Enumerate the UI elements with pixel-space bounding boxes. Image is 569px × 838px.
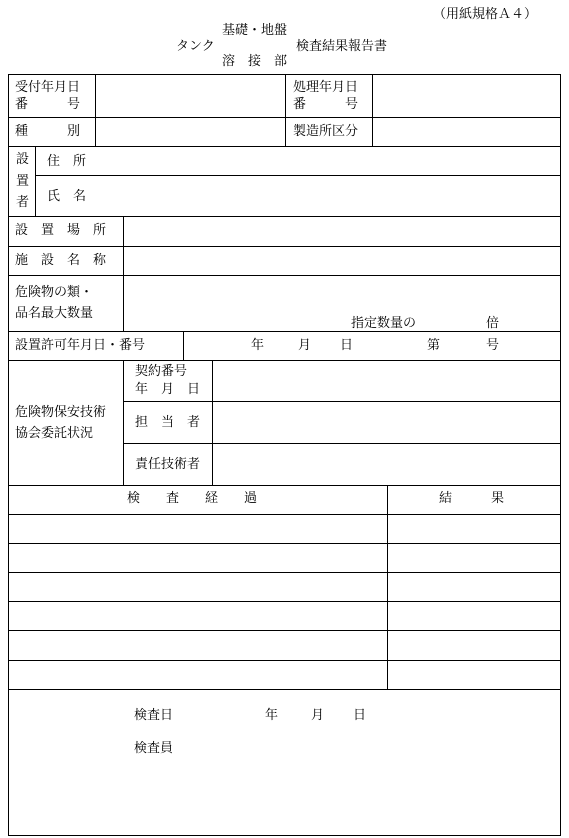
- name-field[interactable]: [96, 176, 560, 216]
- type-label: 種 別: [15, 124, 81, 139]
- association-label-1: 危険物保安技術: [15, 405, 107, 420]
- inspector-label: 検査員: [134, 741, 174, 756]
- inspection-progress-row-4[interactable]: [9, 602, 387, 630]
- permit-label: 設置許可年月日・番号: [15, 338, 146, 353]
- title-prefix: タンク: [176, 39, 215, 54]
- received-no-label: 番 号: [15, 97, 81, 112]
- paper-size-note: （用紙規格Ａ４）: [433, 7, 538, 22]
- person-label: 担 当 者: [135, 415, 201, 430]
- result-row-5[interactable]: [388, 631, 560, 660]
- engineer-field[interactable]: [213, 444, 560, 485]
- inspection-day: 日: [353, 708, 367, 723]
- result-row-6[interactable]: [388, 661, 560, 689]
- inspection-progress-row-3[interactable]: [9, 573, 387, 601]
- contract-field[interactable]: [213, 361, 560, 401]
- installer-label-2: 置: [16, 174, 30, 189]
- contract-label-1: 契約番号: [135, 364, 188, 379]
- processed-no-label: 番 号: [293, 97, 359, 112]
- title-line2: 溶 接 部: [222, 54, 288, 69]
- inspection-date-label: 検査日: [134, 708, 174, 723]
- processed-date-label: 処理年月日: [293, 80, 359, 95]
- processed-date-field[interactable]: [373, 75, 560, 117]
- inspection-progress-row-2[interactable]: [9, 544, 387, 572]
- title-suffix: 検査結果報告書: [296, 39, 388, 54]
- inspection-report-form: [8, 74, 561, 836]
- factory-class-label: 製造所区分: [293, 124, 359, 139]
- facility-name-field[interactable]: [124, 247, 560, 275]
- inspection-date-field[interactable]: [189, 703, 389, 727]
- address-label: 住 所: [47, 154, 87, 169]
- type-field[interactable]: [96, 118, 285, 146]
- person-field[interactable]: [213, 402, 560, 443]
- inspection-year: 年: [265, 708, 279, 723]
- inspection-progress-row-6[interactable]: [9, 661, 387, 689]
- installer-label-1: 設: [16, 152, 30, 167]
- result-row-3[interactable]: [388, 573, 560, 601]
- received-date-label: 受付年月日: [15, 80, 81, 95]
- designated-qty-label: 指定数量の: [351, 316, 417, 331]
- result-row-1[interactable]: [388, 515, 560, 543]
- location-label: 設 置 場 所: [15, 223, 107, 238]
- permit-go: 号: [486, 338, 500, 353]
- address-field[interactable]: [96, 147, 560, 175]
- inspection-progress-header: 検 査 経 過: [127, 491, 258, 506]
- result-header: 結 果: [439, 491, 505, 506]
- inspector-field[interactable]: [189, 735, 389, 759]
- permit-day: 日: [340, 338, 354, 353]
- result-row-2[interactable]: [388, 544, 560, 572]
- inspection-month: 月: [311, 708, 325, 723]
- hazmat-label-1: 危険物の類・: [15, 285, 94, 300]
- association-label-2: 協会委託状況: [15, 426, 94, 441]
- received-date-field[interactable]: [96, 75, 285, 117]
- permit-dai: 第: [427, 338, 441, 353]
- engineer-label: 責任技術者: [135, 457, 201, 472]
- result-row-4[interactable]: [388, 602, 560, 630]
- installer-label-3: 者: [16, 195, 30, 210]
- location-field[interactable]: [124, 217, 560, 246]
- title-line1: 基礎・地盤: [222, 23, 288, 38]
- contract-label-2: 年 月 日: [135, 382, 201, 397]
- inspection-progress-row-5[interactable]: [9, 631, 387, 660]
- facility-name-label: 施 設 名 称: [15, 253, 107, 268]
- factory-class-field[interactable]: [373, 118, 560, 146]
- permit-month: 月: [298, 338, 312, 353]
- name-label: 氏 名: [47, 189, 87, 204]
- hazmat-label-2: 品名最大数量: [15, 306, 94, 321]
- times-label: 倍: [486, 316, 500, 331]
- inspection-progress-row-1[interactable]: [9, 515, 387, 543]
- permit-year: 年: [251, 338, 265, 353]
- permit-field[interactable]: [184, 332, 560, 360]
